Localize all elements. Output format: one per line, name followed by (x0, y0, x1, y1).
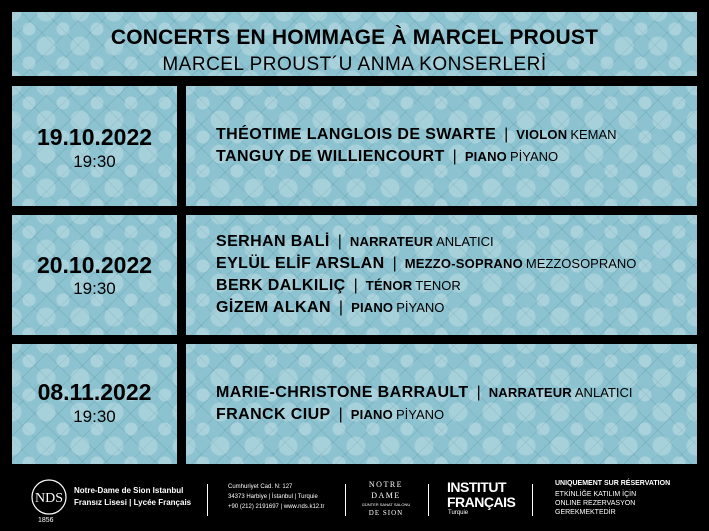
performer-role-fr: NARRATEUR (349, 234, 434, 249)
notre-dame-logo-line: DE SION (368, 509, 404, 517)
concert-1-performers-panel (186, 86, 697, 206)
institut-francais-logo: FRANÇAIS (447, 494, 516, 510)
nds-subtitle: Fransız Lisesi | Lycée Français (74, 498, 192, 507)
notre-dame-logo-line: NOTRE (368, 480, 404, 489)
performer-role-tr: MEZZOSOPRANO (525, 256, 637, 271)
separator: | (452, 148, 457, 165)
concert-time: 19:30 (73, 152, 116, 171)
concert-2-date-panel (12, 215, 177, 335)
separator: | (337, 233, 342, 250)
performer-role-tr: PİYANO (395, 407, 445, 422)
performer-list (216, 231, 636, 319)
separator: | (392, 255, 397, 272)
separator: | (338, 299, 344, 316)
concert-2-performers-panel (186, 215, 697, 335)
header-panel (12, 12, 697, 76)
institut-francais-country: Turquie (448, 510, 469, 516)
concert-3-date-panel (12, 344, 177, 464)
nds-name: Notre-Dame de Sion Istanbul (74, 486, 184, 495)
performer-role-tr: PİYANO (396, 300, 445, 315)
performer-role-tr: PİYANO (509, 149, 559, 164)
institut-francais-logo: INSTITUT (447, 479, 506, 495)
notre-dame-logo-line: DAME (371, 491, 401, 500)
separator: | (476, 384, 481, 401)
footer-divider (207, 484, 208, 516)
address-line: Cumhuriyet Cad. N: 127 (228, 484, 293, 490)
performer-row (216, 404, 632, 426)
performer-list (216, 124, 617, 168)
footer-divider (345, 484, 346, 516)
title-french: CONCERTS EN HOMMAGE À MARCEL PROUST (110, 26, 599, 49)
reservation-note-fr: UNIQUEMENT SUR RÉSERVATION (555, 480, 671, 487)
footer (0, 466, 709, 531)
performer-role-tr: ANLATICI (436, 234, 494, 249)
nds-year: 1856 (38, 517, 54, 524)
concert-date: 19.10.2022 (36, 124, 153, 150)
performer-role-tr: TENOR (415, 278, 461, 293)
separator: | (353, 277, 358, 294)
performer-row (216, 124, 617, 146)
concert-3-performers-panel (186, 344, 697, 464)
performer-row (216, 382, 632, 404)
performer-name: MARIE-CHRISTONE BARRAULT (216, 384, 469, 401)
concert-date: 08.11.2022 (37, 379, 152, 405)
performer-role-fr: NARRATEUR (488, 385, 572, 400)
reservation-note-tr: ETKİNLİĞE KATILIM İÇİN (555, 491, 637, 498)
footer-divider (532, 484, 533, 516)
concert-1-date-panel (12, 86, 177, 206)
separator: | (504, 126, 509, 143)
performer-row (216, 146, 617, 168)
nds-logo (30, 478, 68, 516)
address-line: +90 (212) 2191697 | www.nds.k12.tr (228, 504, 325, 510)
performer-role-fr: PIANO (350, 407, 393, 422)
performer-name: EYLÜL ELİF ARSLAN (216, 255, 385, 272)
performer-row (216, 297, 636, 319)
performer-role-fr: PIANO (464, 149, 507, 164)
nds-emblem-icon (30, 478, 68, 516)
performer-role-fr: VIOLON (516, 127, 568, 142)
title-turkish: MARCEL PROUST´U ANMA KONSERLERİ (162, 54, 547, 75)
concert-date: 20.10.2022 (36, 252, 153, 278)
performer-role-fr: TÉNOR (365, 278, 413, 293)
footer-divider (428, 484, 429, 516)
performer-role-tr: ANLATICI (574, 385, 633, 400)
performer-row (216, 231, 636, 253)
performer-role-tr: KEMAN (570, 127, 617, 142)
performer-row (216, 253, 636, 275)
address-line: 34373 Harbiye | İstanbul | Turquie (228, 494, 318, 500)
nds-monogram: NDS (34, 491, 64, 506)
performer-name: SERHAN BALİ (216, 233, 330, 250)
performer-name: TANGUY DE WILLIENCOURT (216, 148, 445, 165)
separator: | (338, 406, 343, 423)
reservation-note-tr: GEREKMEKTEDİR (555, 509, 616, 516)
performer-row (216, 275, 636, 297)
reservation-note-tr: ONLINE REZERVASYON (555, 500, 636, 507)
performer-list (216, 382, 632, 426)
performer-role-fr: MEZZO-SOPRANO (404, 256, 523, 271)
performer-name: THÉOTIME LANGLOIS DE SWARTE (216, 126, 497, 143)
performer-name: BERK DALKILIÇ (216, 277, 346, 294)
performer-role-fr: PIANO (351, 300, 394, 315)
performer-name: GİZEM ALKAN (216, 299, 331, 316)
performer-name: FRANCK CIUP (216, 406, 331, 423)
concert-time: 19:30 (73, 407, 116, 426)
concert-time: 19:30 (73, 279, 116, 298)
notre-dame-logo-line: GÜNTER SANAT SALONU (361, 502, 411, 507)
